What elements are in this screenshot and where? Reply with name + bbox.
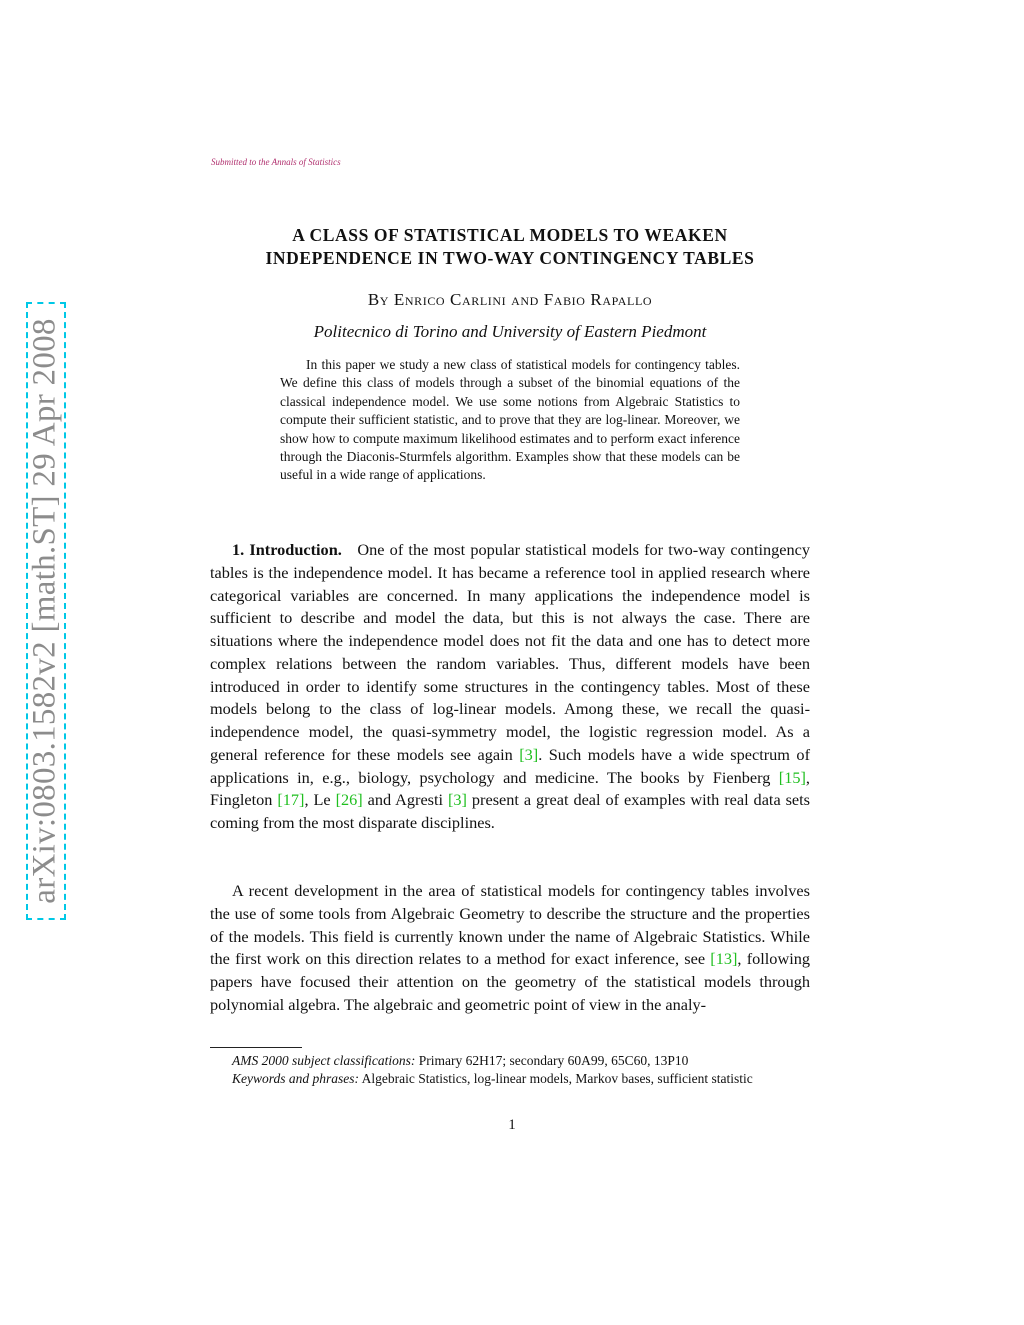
- citation-link[interactable]: [26]: [335, 790, 363, 810]
- page-number: 1: [508, 1117, 516, 1133]
- ams-classification: [210, 1052, 810, 1070]
- intro-text: , following papers have focused their attention on the geometry of the statistical models through polynomial algebra. The algebraic and geometric point of view in the analy-: [210, 949, 811, 1014]
- footnote-rule: [210, 1047, 302, 1048]
- title-line-2: INDEPENDENCE IN TWO-WAY CONTINGENCY TABLES: [265, 248, 755, 268]
- citation-link[interactable]: [15]: [778, 767, 806, 787]
- section-heading: 1. Introduction.: [232, 540, 342, 559]
- intro-text: , Fingleton: [210, 767, 810, 810]
- author-line: By Enrico Carlini and Fabio Rapallo: [367, 290, 653, 309]
- intro-text: present a great deal of examples with real data sets coming from the most disparate disciplines.: [210, 790, 811, 832]
- intro-text: and Agresti: [362, 790, 448, 810]
- footnotes: [210, 1052, 810, 1089]
- citation-link[interactable]: [3]: [448, 790, 467, 810]
- arxiv-stamp[interactable]: arXiv:0803.1582v2 [math.ST] 29 Apr 2008: [26, 318, 63, 904]
- intro-text: , Le: [304, 790, 336, 810]
- keywords: [210, 1070, 810, 1088]
- title-line-1: A CLASS OF STATISTICAL MODELS TO WEAKEN: [292, 225, 728, 245]
- citation-link[interactable]: [13]: [710, 949, 738, 969]
- paper-title: [180, 224, 840, 270]
- intro-paragraph-1: [210, 539, 810, 835]
- intro-text: . Such models have a wide spectrum of applications in, e.g., biology, psychology and medicine. The books by Fienberg: [210, 744, 810, 787]
- affiliation-line: Politecnico di Torino and University of Eastern Piedmont: [313, 322, 707, 341]
- intro-text: A recent development in the area of statistical models for contingency tables involves the use of some tools from Algebraic Geometry to describe the structure and the properties of the models. This field is currently known under the name of Algebraic Statistics. While the first work on this direction relates to a method for exact inference, see: [210, 881, 810, 969]
- keywords-label: Keywords and phrases:: [232, 1071, 359, 1087]
- abstract: In this paper we study a new class of statistical models for contingency tables. We define this class of models through a subset of the binomial equations of the classical independence model. We use some notions from Algebraic Statistics to compute their sufficient statistic, and to prove that they are log-linear. Moreover, we show how to compute maximum likelihood estimates and to perform exact inference through the Diaconis-Sturmfels algorithm. Examples show that these models can be useful in a wide range of applications.: [280, 357, 740, 483]
- intro-paragraph-2: [210, 880, 810, 1017]
- journal-header-note: Submitted to the Annals of Statistics: [211, 157, 341, 167]
- keywords-text: Algebraic Statistics, log-linear models, Markov bases, sufficient statistic: [359, 1071, 753, 1087]
- citation-link[interactable]: [3]: [519, 744, 539, 764]
- intro-text: One of the most popular statistical models for two-way contingency tables is the independence model. It has became a reference tool in applied research where categorical variables are concerned. In many applications the independence model is sufficient to describe and model the data, but this is not always the case. There are situations where the independence model does not fit the data and one has to detect more complex relations between the random variables. Thus, different models have been introduced in order to identify some structures in the contingency tables. Most of these models belong to the class of log-linear models. Among these, we recall the quasi-independence model, the quasi-symmetry model, the logistic regression model. As a general reference for these models see again: [210, 540, 811, 764]
- ams-label: AMS 2000 subject classifications:: [232, 1053, 416, 1068]
- ams-text: Primary 62H17; secondary 60A99, 65C60, 13P10: [415, 1053, 689, 1068]
- citation-link[interactable]: [17]: [277, 790, 305, 810]
